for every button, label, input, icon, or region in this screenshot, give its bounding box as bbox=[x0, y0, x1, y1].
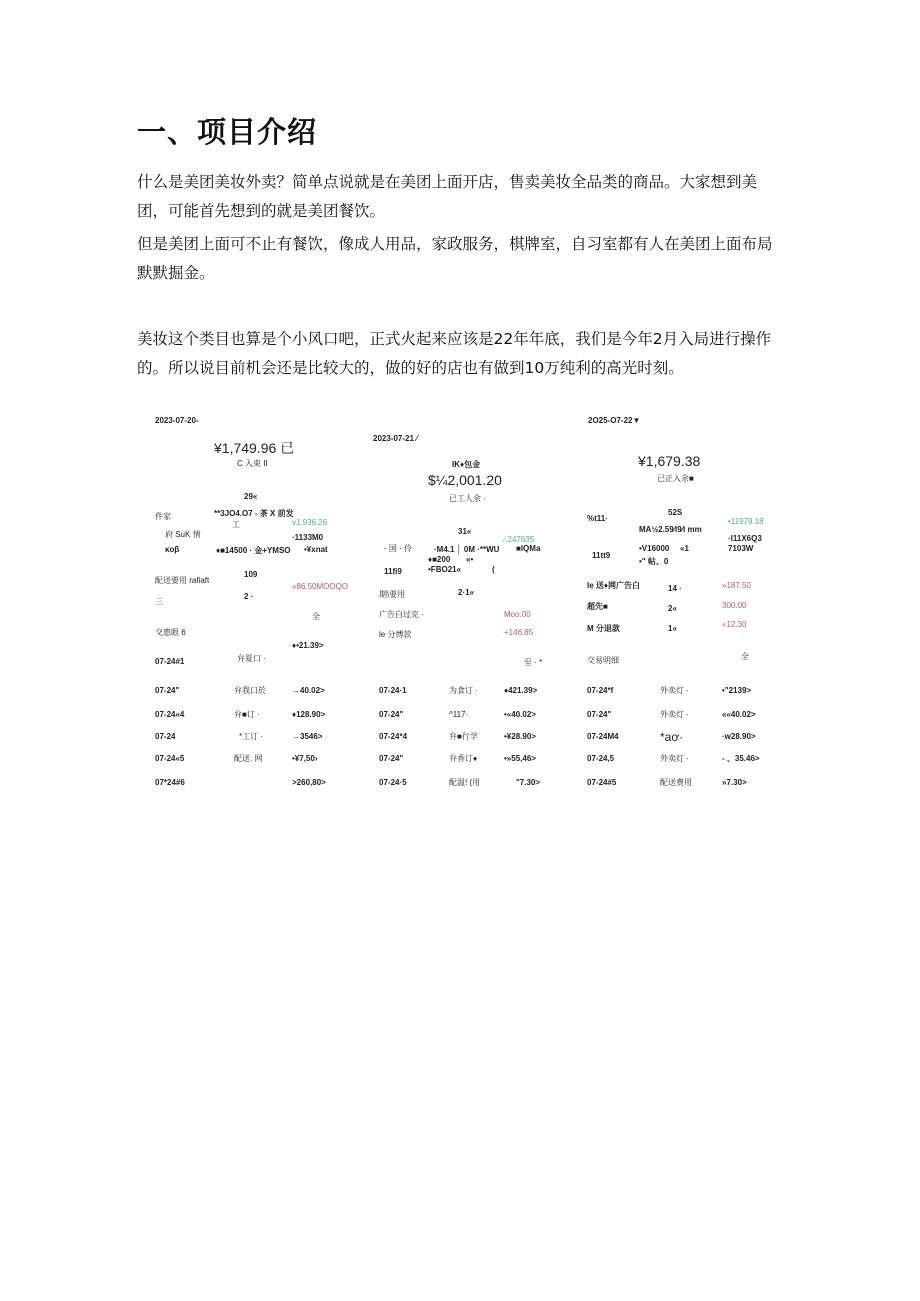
order-text-2: 工 bbox=[232, 520, 240, 529]
label-suk: 府 SuK 情 bbox=[165, 530, 201, 539]
row-amount: ·w28.90> bbox=[722, 732, 756, 741]
value-v16: •V16000 bbox=[639, 544, 670, 553]
label-guo: - 国 · 伶 bbox=[384, 544, 412, 553]
row-amount: »7.30> bbox=[722, 778, 747, 787]
value-green: •11979.18 bbox=[728, 517, 764, 526]
row-type: 弁夏口 · bbox=[237, 654, 266, 663]
value-14: 14 · bbox=[668, 584, 682, 593]
label-san: 三 bbox=[155, 597, 163, 606]
row-amount: •¥7,50› bbox=[292, 754, 318, 763]
value-146: +146.85 bbox=[504, 628, 534, 637]
row-type: 外卖灯 · bbox=[660, 754, 689, 763]
row-amount: •»55,46> bbox=[504, 754, 536, 763]
income-label: 已工人余 · bbox=[449, 494, 486, 503]
income-label: 已正入余■ bbox=[657, 474, 694, 483]
row-type: 为食订 · bbox=[449, 686, 478, 695]
order-count: 29« bbox=[244, 492, 258, 501]
value-1: «1 bbox=[680, 544, 689, 553]
value-quan: 全 bbox=[312, 612, 320, 621]
income-amount: ¥1,679.38 bbox=[638, 453, 701, 469]
value-1230: «12.30 bbox=[722, 620, 747, 629]
value-green: v1.936.26 bbox=[292, 518, 328, 527]
row-type: *aơ· bbox=[660, 730, 684, 744]
row-type: 外卖灯 · bbox=[660, 686, 689, 695]
row-type: 弁香订♦ bbox=[449, 754, 478, 763]
row-date: 07-24" bbox=[379, 710, 404, 719]
label-bill: 交惠眼 6 bbox=[155, 628, 186, 637]
label-11fi9: 11fi9 bbox=[384, 567, 402, 576]
value-green: ⁄.247635 bbox=[504, 535, 535, 544]
value-zhi: 至 · * bbox=[524, 658, 543, 667]
order-count: 31« bbox=[458, 527, 472, 536]
row-amount: →3546> bbox=[292, 732, 323, 741]
value-iqma: ■IQMa bbox=[516, 544, 541, 553]
income-amount: ¥1,749.96 已 bbox=[214, 440, 295, 456]
row-date: 07-24·1 bbox=[379, 686, 407, 695]
section-heading: 一、项目介绍 bbox=[137, 115, 318, 149]
value-187: »187.50 bbox=[722, 581, 751, 590]
row-type: 配送. 网 bbox=[234, 754, 263, 763]
row-amount: ««40.02> bbox=[722, 710, 756, 719]
row-date: 07-24M4 bbox=[587, 732, 619, 741]
row-amount: →40.02> bbox=[292, 686, 325, 695]
row-amount: ♦128.90> bbox=[292, 710, 326, 719]
label-item: 件家 bbox=[155, 512, 171, 521]
row-date: 07-24" bbox=[379, 754, 404, 763]
row-amount: ♦421.39> bbox=[504, 686, 538, 695]
date-label: 2O25-O7-22▼ bbox=[588, 416, 641, 425]
row-date: 07-24*f bbox=[587, 686, 614, 695]
value-m41: ·M4.1 │ 0M ·**WU bbox=[434, 545, 500, 554]
value-xnat: •¥xnat bbox=[304, 545, 328, 554]
label-chao: 超先■ bbox=[587, 602, 608, 611]
row-date: 07-24#1 bbox=[155, 657, 185, 666]
row-type: 弁我口於 bbox=[234, 686, 266, 695]
row-date: 07-24#5 bbox=[587, 778, 617, 787]
row-date: 07-24" bbox=[587, 710, 612, 719]
income-amount: $¼2,001.20 bbox=[428, 472, 502, 488]
income-tag: IK♦包金 bbox=[452, 460, 481, 469]
row-date: 07-24«4 bbox=[155, 710, 185, 719]
value-paren: ( bbox=[492, 565, 495, 574]
value-1b: 1« bbox=[668, 624, 677, 633]
row-date: 07-24" bbox=[155, 686, 180, 695]
label-shipping: le 送♦网广告白 bbox=[587, 581, 640, 590]
order-count: 52S bbox=[668, 508, 683, 517]
value-moo: Moo.00 bbox=[504, 610, 531, 619]
date-label: 2023-07-20- bbox=[155, 416, 199, 425]
value-200: ♦■200 bbox=[428, 555, 451, 564]
order-text: **3JO4.O7 - 茶 X 前发 bbox=[214, 509, 294, 518]
row-amount: "7.30> bbox=[516, 778, 541, 787]
row-date: 07-24«5 bbox=[155, 754, 185, 763]
row-date: 07*24#6 bbox=[155, 778, 185, 787]
row-amount: •¥28.90> bbox=[504, 732, 536, 741]
label-t11: %t11· bbox=[587, 514, 608, 523]
label-kob: κoβ bbox=[165, 545, 180, 554]
row-date: 07-24,5 bbox=[587, 754, 615, 763]
date-label: 2023-07-21 ⁄ bbox=[373, 434, 418, 443]
label-ad: 广告白过克 · bbox=[379, 610, 424, 619]
row-type: *工订 · bbox=[239, 732, 263, 741]
label-11tt9: 11tt9 bbox=[592, 551, 611, 560]
row-type: 配送费用 bbox=[660, 778, 692, 787]
label-refund: le 分博款 bbox=[379, 630, 412, 639]
revenue-screenshots bbox=[150, 408, 780, 798]
label-detail: 交易明细 bbox=[587, 656, 619, 665]
row-date: 07-24·5 bbox=[379, 778, 407, 787]
row-amount: - 、35.46> bbox=[722, 754, 760, 763]
row-type: 外卖灯 · bbox=[660, 710, 689, 719]
row-amount: >260,80> bbox=[292, 778, 326, 787]
value-300: 300.00 bbox=[722, 601, 747, 610]
value-7103: 7103W bbox=[728, 544, 754, 553]
value-zhi0: •" 帖、0 bbox=[639, 557, 669, 566]
paragraph-intro: 什么是美团美妆外卖？简单点说就是在美团上面开店，售卖美妆全品类的商品。大家想到美团，可能首先想到的就是美团餐饮。 bbox=[137, 173, 758, 220]
value-fbo: •FBO21« bbox=[428, 565, 462, 574]
value-14500: ♦■14500 · 金+YMSO bbox=[216, 546, 291, 555]
value-i11: ·I11X6Q3 bbox=[728, 534, 762, 543]
value-e: «• bbox=[466, 555, 474, 564]
value-2: 2 · bbox=[244, 592, 254, 601]
label-qi: 期\要用 bbox=[379, 590, 406, 599]
value-2: 2« bbox=[668, 604, 677, 613]
value-quan: 全 bbox=[741, 652, 749, 661]
value-red: »86.50MOOQO bbox=[292, 582, 349, 591]
row-amount: •"2139> bbox=[722, 686, 752, 695]
value-ma: MA½2.59⁄l9⁄l mm bbox=[639, 525, 702, 534]
row-date: 07-24*4 bbox=[379, 732, 408, 741]
value-2139: ♦•21.39> bbox=[292, 641, 324, 650]
row-type: 弁■行学 bbox=[449, 732, 478, 741]
value-1133: ·1133M0 bbox=[292, 533, 324, 542]
row-type: 弁■订 · bbox=[234, 710, 260, 719]
row-type: ^117· bbox=[449, 710, 469, 719]
row-type: 配温! (用 bbox=[449, 778, 481, 787]
value-109: 109 bbox=[244, 570, 258, 579]
income-label: C 入束 II bbox=[237, 459, 268, 468]
label-refund: M 分退款 bbox=[587, 624, 620, 633]
paragraph-beauty: 美妆这个类目也算是个小风口吧，正式火起来应该是22年年底，我们是今年2月入局进行操作的。所以说目前机会还是比较大的，做的好的店也有做到10万纯利的高光时刻。 bbox=[137, 330, 772, 377]
row-date: 07-24 bbox=[155, 732, 176, 741]
label-shipping: 配送要用 rafiaft bbox=[155, 576, 210, 585]
value-21: 2·1« bbox=[458, 588, 475, 597]
row-amount: •«40.02> bbox=[504, 710, 536, 719]
paragraph-categories: 但是美团上面可不止有餐饮，像成人用品，家政服务，棋牌室，自习室都有人在美团上面布局默默掘金。 bbox=[137, 235, 773, 282]
